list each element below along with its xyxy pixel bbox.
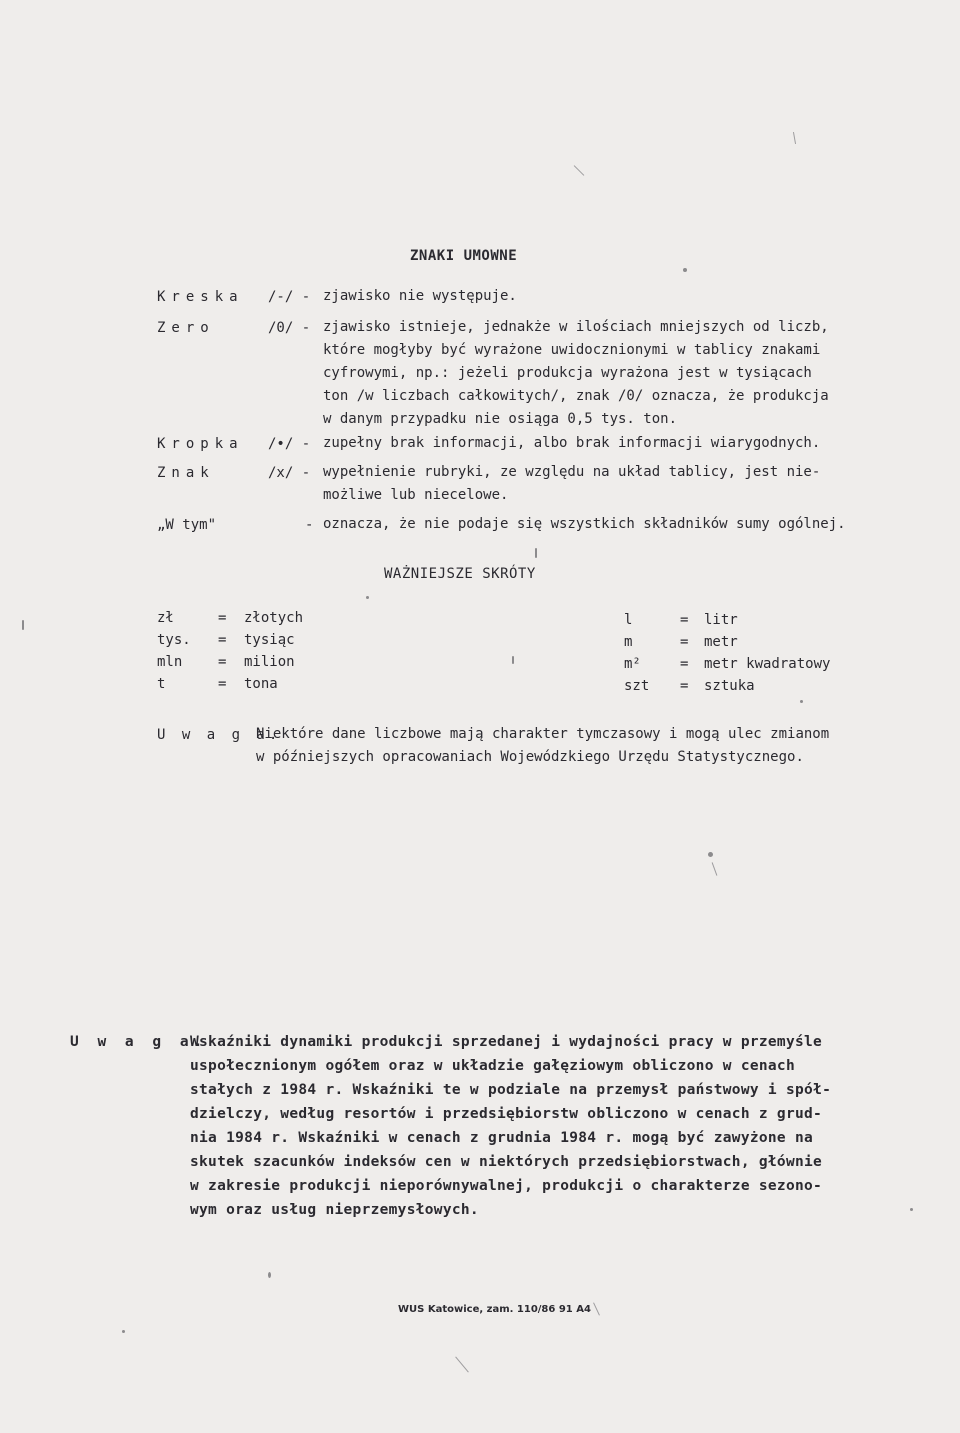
legend-desc-w-tym: oznacza, że nie podaje się wszystkich składników sumy ogólnej. xyxy=(323,516,846,532)
legend-desc-znak-line-2: możliwe lub niecelowe. xyxy=(323,487,509,503)
legend-label-zero: Zero xyxy=(157,320,215,336)
scan-speck xyxy=(910,1208,913,1211)
legend-desc-zero-line-3: cyfrowymi, np.: jeżeli produkcja wyrażona jest w tysiącach xyxy=(323,365,812,381)
legend-code-zero: /0/ - xyxy=(268,320,311,336)
note-2-line-7: w zakresie produkcji nieporównywalnej, produkcji o charakterze sezono- xyxy=(190,1178,823,1194)
note-1-label: U w a g a. xyxy=(157,727,282,743)
scan-mark xyxy=(793,132,796,144)
abbrev-eq: = xyxy=(218,632,227,648)
abbrev-eq: = xyxy=(218,676,227,692)
abbrev-eq: = xyxy=(680,612,689,628)
scan-speck xyxy=(512,656,514,664)
note-2-label: U w a g a. xyxy=(70,1034,208,1050)
scan-speck xyxy=(683,268,687,272)
abbrev-szt: szt xyxy=(624,678,650,694)
legend-code-kropka: /•/ - xyxy=(268,436,311,452)
note-2-line-4: dzielczy, według resortów i przedsiębiorstw obliczono w cenach z grud- xyxy=(190,1106,823,1122)
legend-label-w-tym: „W tym" xyxy=(157,517,217,533)
abbrev-eq: = xyxy=(218,654,227,670)
page-title: ZNAKI UMOWNE xyxy=(410,248,518,264)
scan-speck xyxy=(22,620,24,630)
legend-desc-zero-line-4: ton /w liczbach całkowitych/, znak /0/ oznacza, że produkcja xyxy=(323,388,829,404)
note-2-line-6: skutek szacunków indeksów cen w niektórych przedsiębiorstwach, głównie xyxy=(190,1154,823,1170)
note-2-line-8: wym oraz usług nieprzemysłowych. xyxy=(190,1202,479,1218)
abbrev-meaning: tona xyxy=(244,676,278,692)
note-2-line-3: stałych z 1984 r. Wskaźniki te w podziale na przemysł państwowy i spół- xyxy=(190,1082,832,1098)
legend-code-znak: /x/ - xyxy=(268,465,311,481)
abbrev-m: m xyxy=(624,634,633,650)
note-1-line-2: w późniejszych opracowaniach Wojewódzkiego Urzędu Statystycznego. xyxy=(256,749,804,765)
scan-speck xyxy=(535,548,537,558)
scan-speck xyxy=(800,700,803,703)
scan-mark xyxy=(712,862,718,875)
abbrev-meaning: sztuka xyxy=(704,678,755,694)
abbrev-meaning: tysiąc xyxy=(244,632,295,648)
abbrev-eq: = xyxy=(680,634,689,650)
abbrev-meaning: milion xyxy=(244,654,295,670)
legend-desc-kreska: zjawisko nie występuje. xyxy=(323,288,517,304)
abbrev-meaning: złotych xyxy=(244,610,304,626)
legend-code-w-tym: - xyxy=(305,517,314,533)
note-1-line-1: Niektóre dane liczbowe mają charakter tymczasowy i mogą ulec zmianom xyxy=(256,726,830,742)
abbrev-meaning: metr xyxy=(704,634,738,650)
abbrev-mln: mln xyxy=(157,654,183,670)
abbrev-eq: = xyxy=(218,610,227,626)
scan-mark xyxy=(455,1357,469,1373)
abbrev-eq: = xyxy=(680,678,689,694)
abbrev-l: l xyxy=(624,612,633,628)
note-2-line-2: uspołecznionym ogółem oraz w układzie gałęziowym obliczono w cenach xyxy=(190,1058,795,1074)
scan-mark xyxy=(574,165,585,176)
abbrev-meaning: metr kwadratowy xyxy=(704,656,831,672)
legend-desc-kropka: zupełny brak informacji, albo brak informacji wiarygodnych. xyxy=(323,435,821,451)
scan-speck xyxy=(708,852,713,857)
abbrev-m2: m² xyxy=(624,656,641,672)
legend-desc-znak-line-1: wypełnienie rubryki, ze względu na układ tablicy, jest nie- xyxy=(323,464,821,480)
scan-mark xyxy=(593,1302,600,1315)
legend-code-kreska: /-/ - xyxy=(268,289,311,305)
scan-speck xyxy=(122,1330,125,1333)
abbrev-zl: zł xyxy=(157,610,174,626)
scan-speck xyxy=(366,596,369,599)
legend-desc-zero-line-5: w danym przypadku nie osiąga 0,5 tys. ton. xyxy=(323,411,678,427)
legend-desc-zero-line-1: zjawisko istnieje, jednakże w ilościach mniejszych od liczb, xyxy=(323,319,829,335)
abbrev-meaning: litr xyxy=(704,612,738,628)
legend-desc-zero-line-2: które mogłyby być wyrażone uwidocznionymi w tablicy znakami xyxy=(323,342,821,358)
legend-label-znak: Znak xyxy=(157,465,215,481)
note-2-line-1: Wskaźniki dynamiki produkcji sprzedanej i wydajności pracy w przemyśle xyxy=(190,1034,823,1050)
abbrev-eq: = xyxy=(680,656,689,672)
legend-label-kreska: Kreska xyxy=(157,289,244,305)
abbrev-tys: tys. xyxy=(157,632,191,648)
print-imprint: WUS Katowice, zam. 110/86 91 A4 xyxy=(398,1304,591,1315)
abbrev-t: t xyxy=(157,676,166,692)
abbreviations-title: WAŻNIEJSZE SKRÓTY xyxy=(384,566,536,582)
note-2-line-5: nia 1984 r. Wskaźniki w cenach z grudnia 1984 r. mogą być zawyżone na xyxy=(190,1130,814,1146)
scan-speck xyxy=(268,1272,271,1278)
legend-label-kropka: Kropka xyxy=(157,436,244,452)
